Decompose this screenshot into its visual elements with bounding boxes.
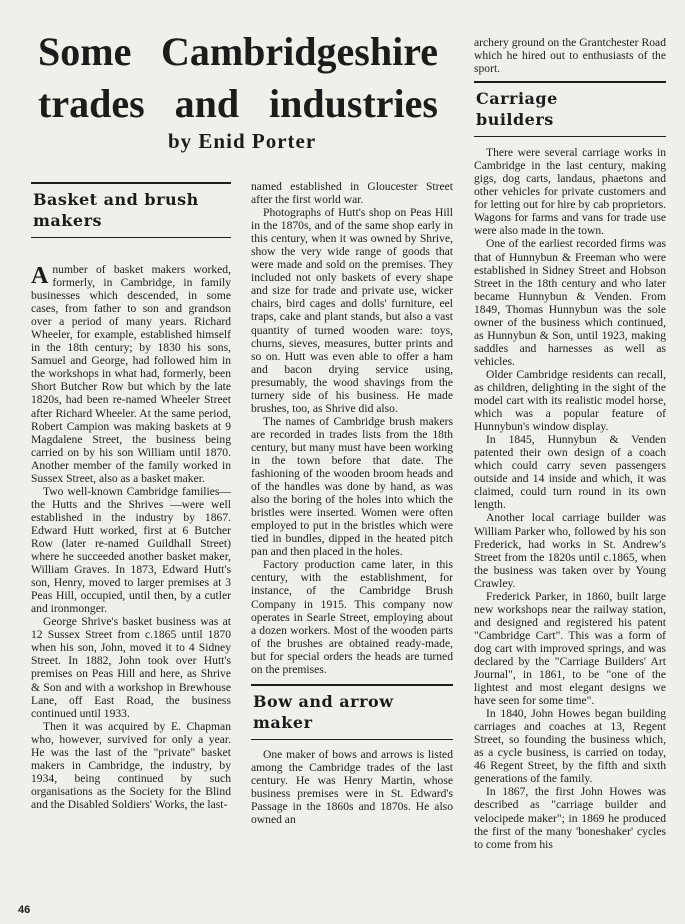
byline: by Enid Porter [168, 129, 317, 153]
heading-line: maker [253, 712, 313, 732]
column-1 [31, 182, 231, 811]
paragraph [31, 263, 231, 485]
heading-line: makers [33, 211, 102, 230]
title-word: Cambridgeshire [160, 29, 438, 74]
column-2 [251, 180, 453, 826]
title-word: industries [269, 81, 438, 126]
paragraph: One of the earliest recorded firms was that of Hunnybun & Freeman who were established in Sidney Street and Hobson Street in the 18th century and who later became Hunnybun & Venden. From 1849, Thomas Hunnybun was the sole owner of the business which continued, as Hunnybun & Son, until 1923, making saddles and harnesses as well as vehicles. [474, 237, 666, 368]
heading-line: Carriage [476, 89, 558, 109]
paragraph: In 1840, John Howes began building carriages and coaches at 13, Regent Street, so founding the business which, as a cycle business, is carried on today, 46 Regent Street, by the fifth and sixth generations of the family. [474, 707, 666, 786]
section-heading-carriage [474, 81, 666, 137]
paragraph: Then it was acquired by E. Chapman who, however, survived for only a year. He was the last of the "private" basket makers in Cambridge, the industry, by 1934, being continued by such organisations as the Society for the Blind and the Disabled Soldiers' Works, the last- [31, 719, 231, 811]
column-3 [474, 36, 666, 851]
paragraph: Photographs of Hutt's shop on Peas Hill in the 1870s, and of the same shop early in this century, when it was owned by Shrive, show the very wide range of goods that were made and sold on the premises. They included not only baskets of every shape and size for trade and private use, wicker chairs, bird cages and dolls' furniture, eel traps, cake and plant stands, but also a vast quantity of turned wooden ware: toys, churns, sieves, measures, butter prints and so on. Hutt was even able to offer a ham and bacon drying service using, presumably, the wood shavings from the turnery side of his business. He made brushes, too, as Shrive did also. [251, 206, 453, 415]
paragraph: Another local carriage builder was William Parker who, followed by his son Frederick, had works in St. Andrew's Street from the 1820s until c.1865, when the business was taken over by Young Crawley. [474, 511, 666, 590]
article-title [38, 26, 438, 130]
heading-line: Basket and brush [33, 190, 199, 209]
section-heading-bow-arrow [251, 684, 453, 740]
paragraph: Two well-known Cambridge families—the Hutts and the Shrives —were well established in the industry by 1867. Edward Hutt worked, first at 6 Butcher Row (later re-named Guildhall Street) where he succeeded another basket maker, William Graves. In 1873, Edward Hutt's son, Henry, moved to larger premises at 3 Peas Hill, occupied, until then, by a cutler and ironmonger. [31, 484, 231, 616]
section-heading-basket-brush [31, 182, 231, 238]
heading-line: Bow and arrow [253, 691, 394, 711]
title-word: Some [38, 29, 132, 74]
page-number: 46 [18, 904, 31, 916]
heading-line: builders [476, 110, 554, 130]
paragraph: Older Cambridge residents can recall, as children, delighting in the sight of the model cart with its realistic model horse, which was a popular feature of Hunnybun's window display. [474, 367, 666, 434]
title-word: and [174, 81, 240, 126]
paragraph: named established in Gloucester Street after the first world war. [251, 180, 453, 207]
paragraph: In 1845, Hunnybun & Venden patented their own design of a coach which could carry seven passengers outside and 14 inside and which, it was claimed, could turn round in its own length. [474, 433, 666, 512]
paragraph: There were several carriage works in Cambridge in the last century, making gigs, dog carts, landaus, phaetons and other vehicles for private customers and for letting out for hire by cab proprietors. Wagons for farms and vans for trade use were also made in the town. [474, 146, 666, 238]
paragraph: George Shrive's basket business was at 12 Sussex Street from c.1865 until 1870 when his son, John, moved it to 4 Sidney Street. In 1882, John took over Hutt's premises on Peas Hill and here, as Shrive & Son and with a workshop in Brewhouse Lane, off East Road, the business continued until 1933. [31, 615, 231, 720]
paragraph: Frederick Parker, in 1860, built large new workshops near the railway station, and designed and registered his patent "Cambridge Cart". This was a form of dog cart with improved springs, and was declared by the "Carriage Builders' Art Journal", in 1861, to be "one of the lightest and most elegant designs we have seen for some time". [474, 589, 666, 708]
title-word: trades [38, 81, 145, 126]
paragraph: The names of Cambridge brush makers are recorded in trades lists from the 18th century, but many must have been working in the town before that date. The fashioning of the wooden broom heads and of the handles was done by hand, as was also the boring of the holes into which the bristles were inserted. Women were often employed to put in the bristles which were tied in bundles, dipped in the heated pitch pan and then placed in the holes. [251, 414, 453, 559]
paragraph: archery ground on the Grantchester Road which he hired out to enthusiasts of the sport. [474, 36, 666, 76]
paragraph-text: number of basket makers worked, formerly, in Cambridge, in family businesses which descended, in some cases, from father to son and grandson over a period of many years. Richard Wheeler, for example, established himself in the 18th century; by 1830 his sons, Samuel and George, had followed him in the workshops in what had, formerly, been Short Butcher Row but which by the late 1820s, had been re-named Wheeler Street after Richard Wheeler. At the same period, Robert Campion was making baskets at 9 Magdalene Street, the business being carried on by his son William until 1870. Another member of the family worked in Sussex Street, also as a basket maker. [31, 263, 231, 485]
paragraph: In 1867, the first John Howes was described as "carriage builder and velocipede maker"; in 1869 he produced the first of the many 'boneshaker' cycles to come from his [474, 785, 666, 851]
paragraph: Factory production came later, in this century, with the establishment, for instance, of the Cambridge Brush Company in 1915. This company now operates in Searle Street, employing about a dozen workers. Most of the wooden parts of the brushes are obtained ready-made, but for special orders the heads are turned on the premises. [251, 558, 453, 676]
drop-cap: A [31, 263, 49, 289]
paragraph: One maker of bows and arrows is listed among the Cambridge trades of the last century. He was Henry Martin, whose business premises were in St. Edward's Passage in the 1860s and 1870s. He also owned an [251, 747, 453, 827]
